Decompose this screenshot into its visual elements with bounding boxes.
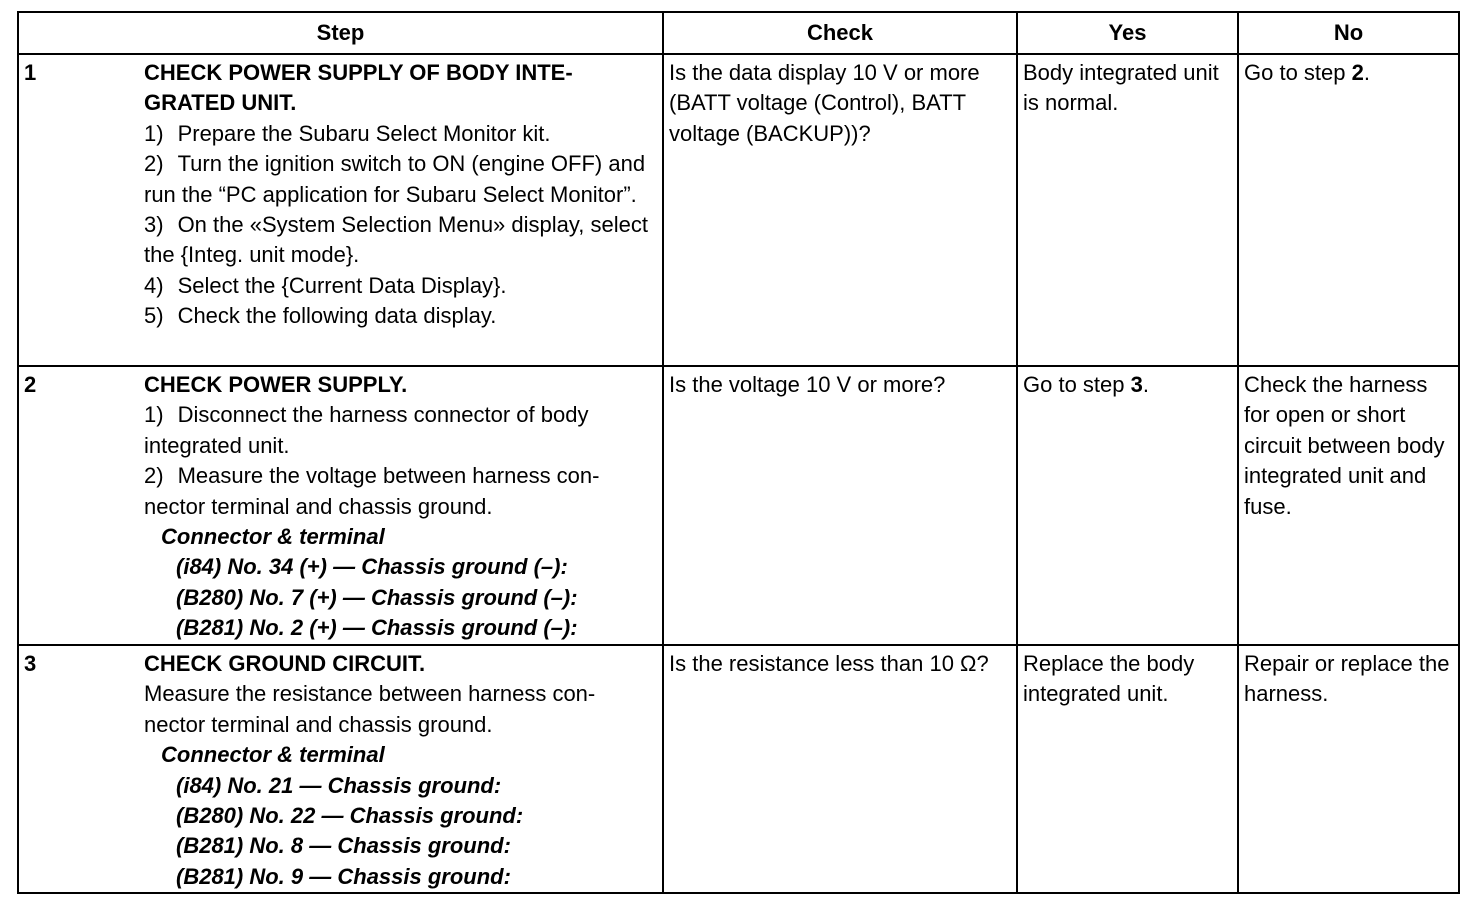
step-title: CHECK GROUND CIRCUIT.: [144, 651, 426, 676]
terminal-spec: (i84) No. 21 — Chassis ground:: [176, 772, 502, 798]
step-number: 1: [24, 60, 37, 85]
header-step: Step: [18, 12, 663, 54]
table-row: [18, 645, 1459, 893]
instruction-text: Prepare the Subaru Select Monitor kit.: [177, 120, 551, 146]
terminal-spec: (B280) No. 22 — Chassis ground:: [176, 803, 524, 829]
instruction-text: Measure the voltage between harness con-nector terminal and chassis ground.: [144, 463, 600, 519]
instruction: [144, 271, 654, 301]
terminal-spec: (B281) No. 8 — Chassis ground:: [176, 833, 511, 859]
terminal-spec: (B281) No. 2 (+) — Chassis ground (–):: [176, 615, 578, 641]
step-cell: [18, 645, 663, 893]
instruction-number: 2): [144, 151, 164, 177]
terminal-spec: (i84) No. 34 (+) — Chassis ground (–):: [176, 554, 568, 580]
yes-cell: Replace the body integrated unit.: [1017, 645, 1238, 893]
yes-cell: [1017, 366, 1238, 645]
step-title-line: GRATED UNIT.: [144, 90, 297, 116]
instruction: [144, 210, 654, 271]
step-body: [144, 58, 654, 332]
step-number: 3: [24, 651, 37, 676]
instruction-text: Select the {Current Data Display}.: [177, 272, 507, 298]
check-cell: Is the data display 10 V or more (BATT voltage (Control), BATT voltage (BACKUP))?: [663, 54, 1017, 366]
terminal-spec: (B280) No. 7 (+) — Chassis ground (–):: [176, 584, 578, 610]
instruction-text: Measure the resistance between harness con-nector terminal and chassis ground.: [144, 681, 596, 737]
step-cell: [18, 366, 663, 645]
step-body: [144, 370, 654, 644]
step-number: 2: [24, 372, 37, 397]
instruction-number: 5): [144, 303, 164, 329]
instruction-number: 3): [144, 212, 164, 238]
step-reference: 2: [1351, 60, 1364, 85]
no-cell: [1238, 54, 1459, 366]
table-row: [18, 54, 1459, 366]
connector-terminal-label: Connector & terminal: [161, 524, 385, 550]
instruction-text: Turn the ignition switch to ON (engine OFF) and run the “PC application for Subaru Select Monitor”.: [144, 151, 646, 207]
step-title: [144, 60, 573, 115]
header-check: Check: [663, 12, 1017, 54]
no-cell: Check the harness for open or short circuit between body integrated unit and fuse.: [1238, 366, 1459, 645]
instruction: [144, 119, 654, 149]
step-body: [144, 649, 654, 892]
check-cell: Is the resistance less than 10 Ω?: [663, 645, 1017, 893]
instruction: [144, 400, 654, 461]
yes-text-suffix: .: [1142, 372, 1149, 397]
instruction-text: On the «System Selection Menu» display, select the {Integ. unit mode}.: [144, 212, 648, 268]
no-text: Go to step: [1244, 60, 1352, 85]
instruction: [144, 149, 654, 210]
table-row: [18, 366, 1459, 645]
step-title-line: CHECK POWER SUPPLY OF BODY INTE-: [144, 60, 573, 85]
step-reference: 3: [1130, 372, 1143, 397]
table-header-row: [18, 12, 1459, 54]
header-yes: Yes: [1017, 12, 1238, 54]
instruction: [144, 301, 654, 331]
step-cell: [18, 54, 663, 366]
instruction-number: 1): [144, 402, 164, 428]
connector-terminal-label: Connector & terminal: [161, 742, 385, 768]
terminal-spec: (B281) No. 9 — Chassis ground:: [176, 863, 511, 889]
instruction-text: Check the following data display.: [177, 303, 497, 329]
instruction-number: 2): [144, 463, 164, 489]
no-text-suffix: .: [1363, 60, 1370, 85]
diagnostic-procedure-table: [17, 11, 1460, 894]
instruction-number: 4): [144, 272, 164, 298]
no-cell: Repair or replace the harness.: [1238, 645, 1459, 893]
check-cell: Is the voltage 10 V or more?: [663, 366, 1017, 645]
instruction: [144, 461, 654, 522]
yes-cell: Body integrated unit is normal.: [1017, 54, 1238, 366]
instruction-text: Disconnect the harness connector of body integrated unit.: [144, 402, 589, 458]
header-no: No: [1238, 12, 1459, 54]
yes-text: Go to step: [1023, 372, 1131, 397]
instruction-number: 1): [144, 120, 164, 146]
step-title: CHECK POWER SUPPLY.: [144, 372, 408, 397]
